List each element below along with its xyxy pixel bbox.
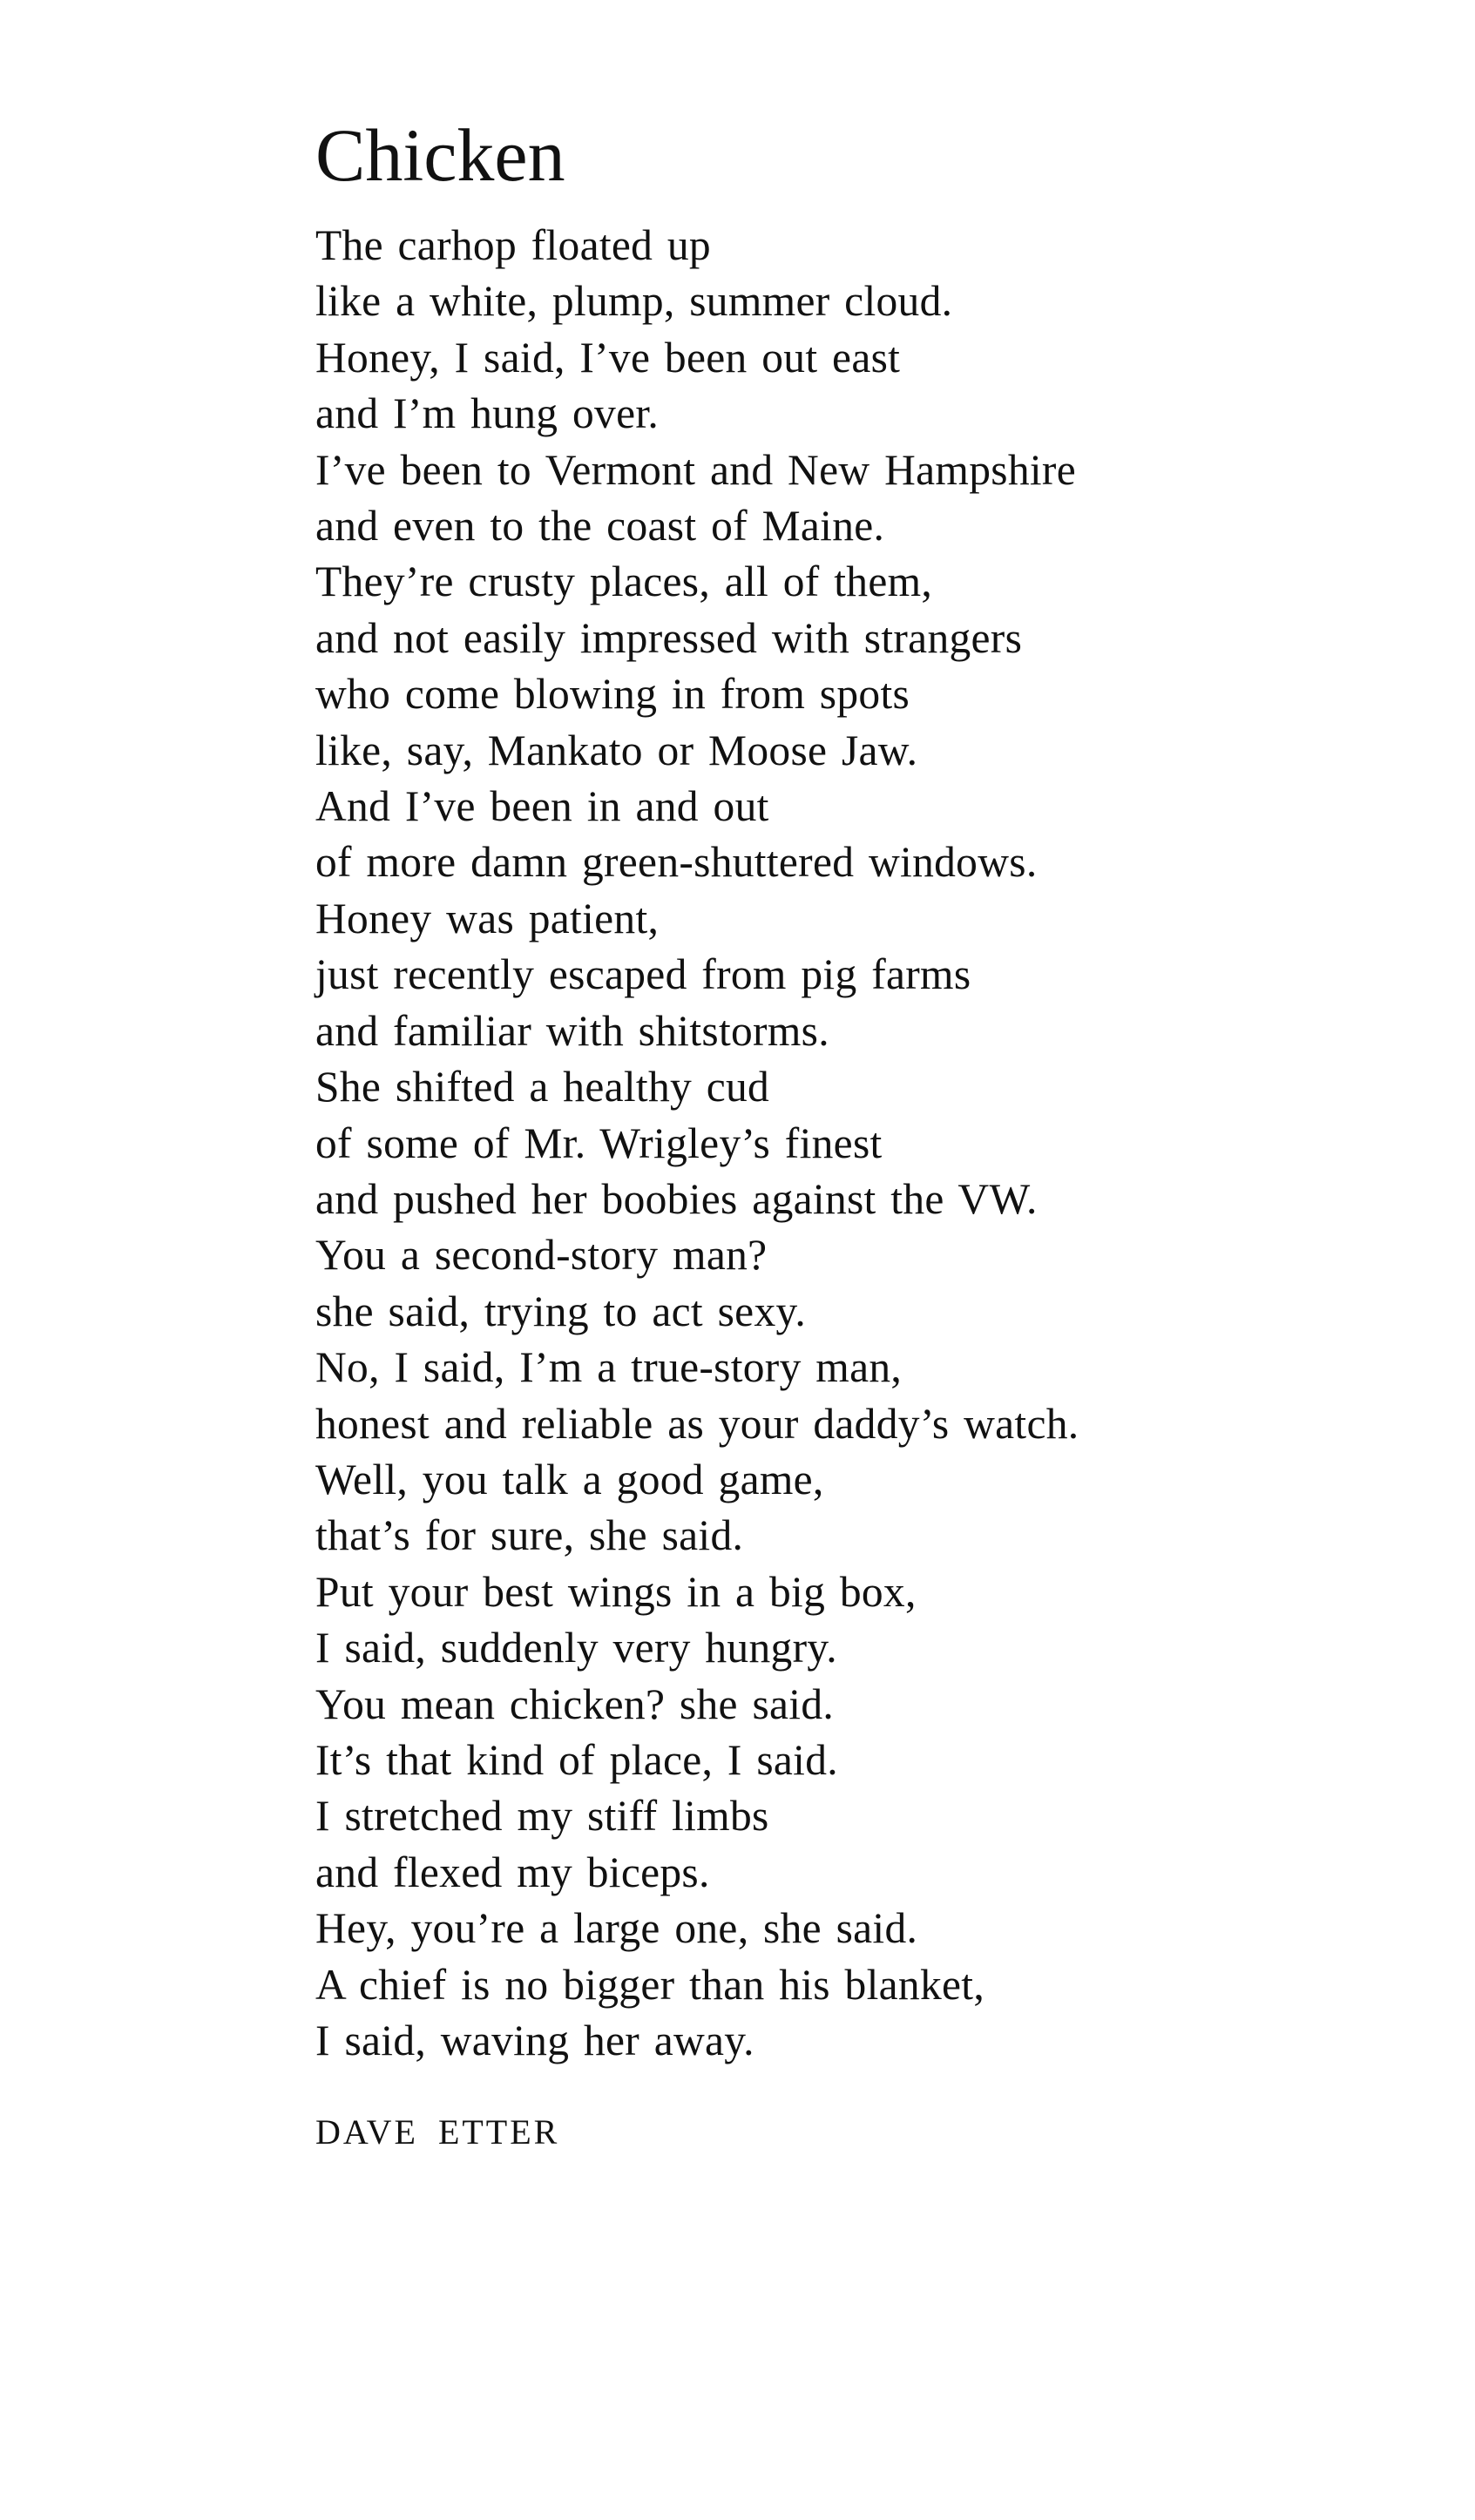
poem-line: and pushed her boobies against the VW.	[315, 1174, 1038, 1223]
poem-line: like, say, Mankato or Moose Jaw.	[315, 726, 918, 774]
poem-line: And I’ve been in and out	[315, 782, 769, 831]
poem	[315, 111, 1274, 2154]
poem-line: She shifted a healthy cud	[315, 1063, 770, 1111]
poem-line: and not easily impressed with strangers	[315, 613, 1023, 662]
poem-line: I stretched my stiff limbs	[315, 1792, 769, 1841]
poem-line: They’re crusty places, all of them,	[315, 557, 933, 606]
poem-line: I said, suddenly very hungry.	[315, 1624, 837, 1672]
poem-line: who come blowing in from spots	[315, 670, 910, 719]
poem-line: of more damn green-shuttered windows.	[315, 838, 1038, 887]
poem-line: just recently escaped from pig farms	[315, 950, 971, 999]
poem-author: DAVE ETTER	[315, 2112, 560, 2152]
poem-line: It’s that kind of place, I said.	[315, 1735, 838, 1784]
poem-line: honest and reliable as your daddy’s watch.	[315, 1399, 1079, 1448]
poem-title: Chicken	[315, 113, 565, 197]
poem-line: and familiar with shitstorms.	[315, 1006, 829, 1055]
poem-line: Put your best wings in a big box,	[315, 1567, 917, 1616]
poem-line: and even to the coast of Maine.	[315, 502, 885, 551]
poem-line: I’ve been to Vermont and New Hampshire	[315, 445, 1076, 494]
poem-line: Hey, you’re a large one, she said.	[315, 1904, 918, 1953]
poem-line: You a second-story man?	[315, 1231, 768, 1280]
poem-line: The carhop floated up	[315, 221, 711, 269]
poem-line: that’s for sure, she said.	[315, 1511, 744, 1560]
poem-line: Honey, I said, I’ve been out east	[315, 333, 901, 382]
poem-line: A chief is no bigger than his blanket,	[315, 1960, 985, 2009]
poem-line: No, I said, I’m a true-story man,	[315, 1343, 903, 1392]
poem-body	[315, 218, 1274, 2069]
poem-line: of some of Mr. Wrigley’s finest	[315, 1118, 883, 1167]
poem-line: and I’m hung over.	[315, 389, 660, 438]
poem-line: and flexed my biceps.	[315, 1848, 710, 1896]
poem-line: Honey was patient,	[315, 894, 660, 942]
poem-line: like a white, plump, summer cloud.	[315, 277, 953, 326]
poem-line: I said, waving her away.	[315, 2017, 754, 2064]
poem-line: You mean chicken? she said.	[315, 1679, 835, 1728]
poem-line: Well, you talk a good game,	[315, 1455, 824, 1503]
poem-line: she said, trying to act sexy.	[315, 1287, 806, 1335]
